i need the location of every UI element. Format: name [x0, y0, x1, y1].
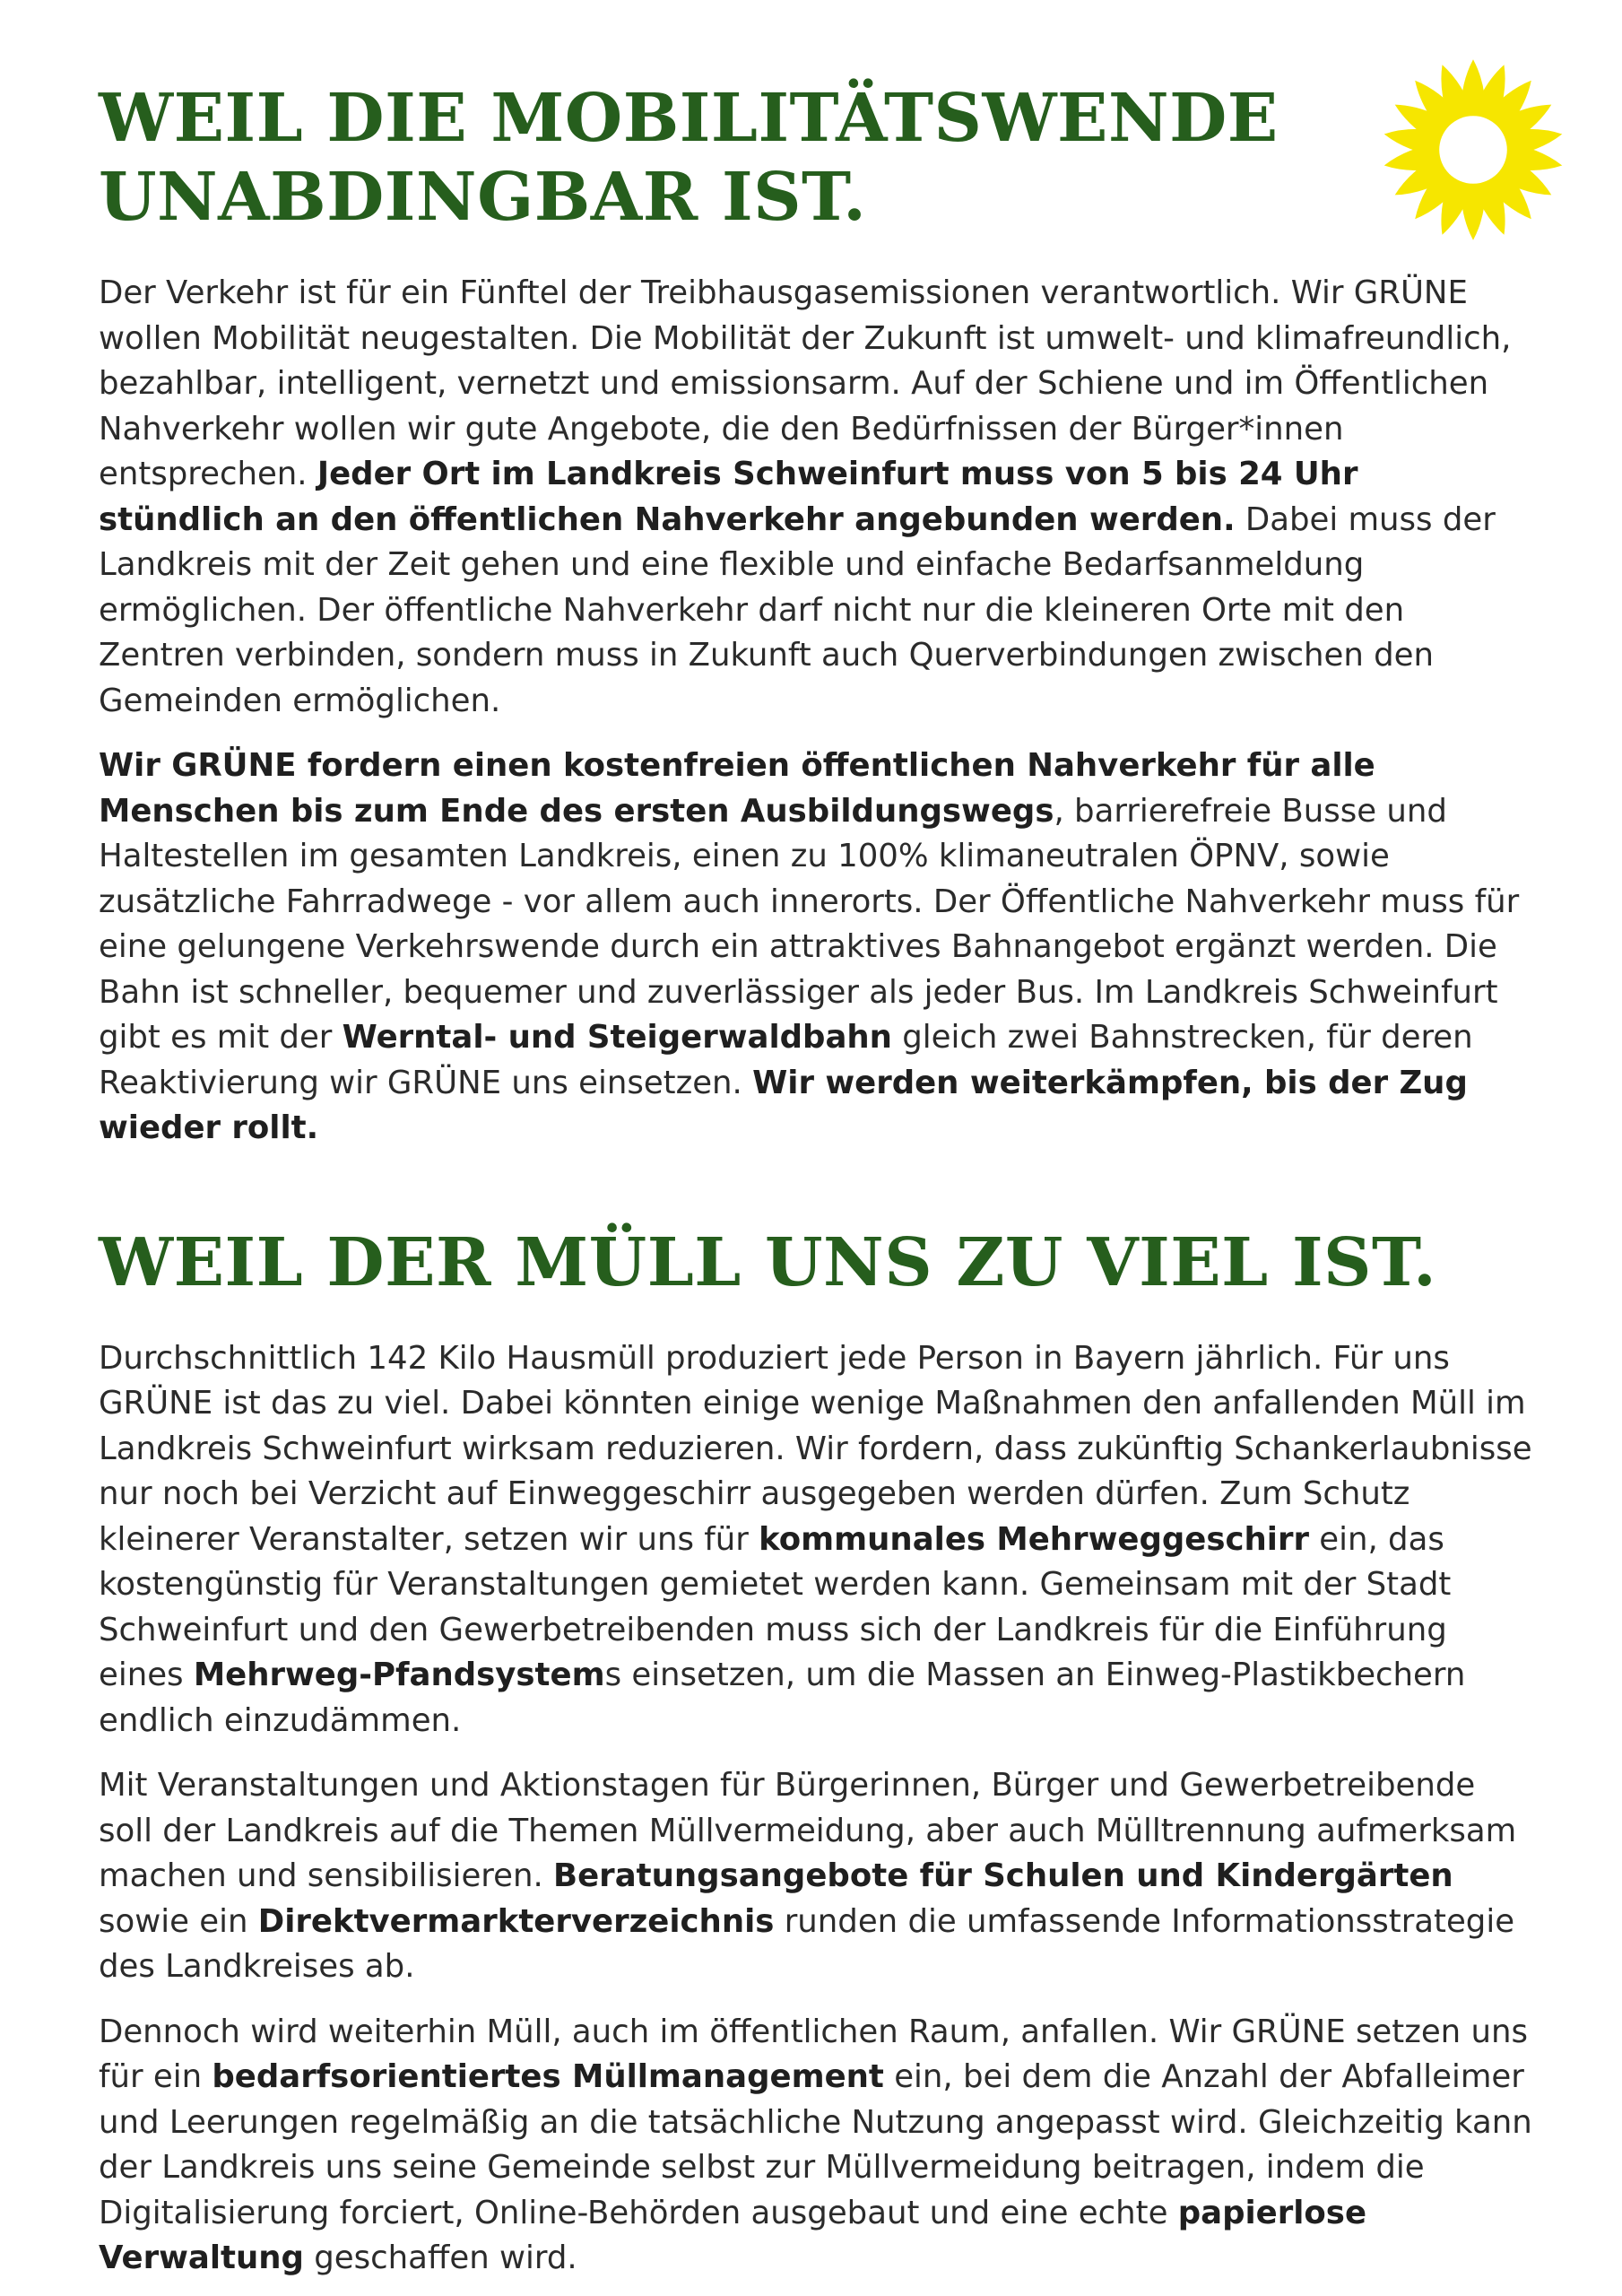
text-run: sowie ein: [99, 1902, 258, 1940]
paragraph-mobility-1: [99, 271, 1533, 724]
bold-text-run: Direktvermarkterverzeichnis: [257, 1902, 775, 1940]
bold-text-run: Mehrweg-Pfandsystem: [193, 1657, 605, 1693]
text-run: Dennoch wird weiterhin Müll, auch im öffentlichen Raum, anfallen. Wir GRÜNE setzen uns für ein: [99, 2013, 1528, 2095]
text-run: Mit Veranstaltungen und Aktionstagen für Bürgerinnen, Bürger und Gewerbetreibende soll der Landkreis auf die Themen Müllvermeidung, aber auch Mülltrennung aufmerksam machen und sensibilisieren.: [99, 1767, 1517, 1894]
bold-text-run: bedarfsorientiertes Müllmanagement: [212, 2058, 884, 2095]
text-run: runden die umfassende Informationsstrategie des Landkreises ab.: [99, 1902, 1515, 1985]
paragraph-waste-1: [99, 1336, 1533, 1744]
text-run: Der Verkehr ist für ein Fünftel der Treibhausgasemissionen verantwortlich. Wir GRÜNE wollen Mobilität neugestalten. Die Mobilität der Zukunft ist umwelt- und klimafreundlich, bezahlbar, intelligent, vernetzt und emissionsarm. Auf der Schiene und im Öffentlichen Nahverkehr wollen wir gute Angebote, die den Bedürfnissen der Bürger*innen entsprechen.: [99, 274, 1512, 492]
text-run: geschaffen wird.: [303, 2239, 577, 2276]
bold-text-run: Wir werden weiterkämpfen, bis der Zug wieder rollt.: [99, 1064, 1468, 1146]
text-run: ein, das kostengünstig für Veranstaltungen gemietet werden kann. Gemeinsam mit der Stadt Schweinfurt und den Gewerbetreibenden muss sich der Landkreis für die Einführung eines: [99, 1520, 1452, 1693]
text-run: gleich zwei Bahnstrecken, für deren Reaktivierung wir GRÜNE uns einsetzen.: [99, 1019, 1473, 1101]
section-title-waste: WEIL DER MÜLL UNS ZU VIEL IST.: [99, 1223, 1437, 1301]
page-content: [99, 79, 1533, 2282]
bold-text-run: Wir GRÜNE fordern einen kostenfreien öffentlichen Nahverkehr für alle Menschen bis zum Ende des ersten Ausbildungswegs: [99, 747, 1375, 830]
paragraph-waste-2: [99, 1763, 1533, 1990]
bold-text-run: Jeder Ort im Landkreis Schweinfurt muss von 5 bis 24 Uhr stündlich an den öffentlichen Nahverkehr angebunden werden.: [99, 456, 1358, 538]
paragraph-waste-3: [99, 2010, 1533, 2282]
bold-text-run: papierlose Verwaltung: [99, 2194, 1367, 2276]
text-run: , barrierefreie Busse und Haltestellen im gesamten Landkreis, einen zu 100% klimaneutralen ÖPNV, sowie zusätzliche Fahrradwege - vor allem auch innerorts. Der Öffentliche Nahverkehr muss für eine gelungene Verkehrswende durch ein attraktives Bahnangebot ergänzt werden. Die Bahn ist schneller, bequemer und zuverlässiger als jeder Bus. Im Landkreis Schweinfurt gibt es mit der: [99, 792, 1520, 1056]
bold-text-run: Beratungsangebote für Schulen und Kindergärten: [553, 1857, 1453, 1894]
text-run: Durchschnittlich 142 Kilo Hausmüll produziert jede Person in Bayern jährlich. Für uns GRÜNE ist das zu viel. Dabei könnten einige wenige Maßnahmen den anfallenden Müll im Landkreis Schweinfurt wirksam reduzieren. Wir fordern, dass zukünftig Schankerlaubnisse nur noch bei Verzicht auf Einweggeschirr ausgegeben werden dürfen. Zum Schutz kleinerer Veranstalter, setzen wir uns für: [99, 1339, 1532, 1558]
text-run: ein, bei dem die Anzahl der Abfalleimer und Leerungen regelmäßig an die tatsächliche Nutzung angepasst wird. Gleichzeitig kann der Landkreis uns seine Gemeinde selbst zur Müllvermeidung beitragen, indem die Digitalisierung forciert, Online-Behörden ausgebaut und eine echte: [99, 2058, 1532, 2231]
text-run: s einsetzen, um die Massen an Einweg-Plastikbechern endlich einzudämmen.: [99, 1657, 1466, 1739]
bold-text-run: kommunales Mehrweggeschirr: [759, 1520, 1309, 1558]
section-title-mobility: WEIL DIE MOBILITÄTSWENDE UNABDINGBAR IST.: [99, 80, 1279, 236]
bold-text-run: Werntal- und Steigerwaldbahn: [342, 1019, 892, 1056]
text-run: Dabei muss der Landkreis mit der Zeit gehen und eine flexible und einfache Bedarfsanmeldung ermöglichen. Der öffentliche Nahverkehr darf nicht nur die kleineren Orte mit den Zentren verbinden, sondern muss in Zukunft auch Querverbindungen zwischen den Gemeinden ermöglichen.: [99, 500, 1496, 719]
paragraph-mobility-2: [99, 744, 1533, 1152]
